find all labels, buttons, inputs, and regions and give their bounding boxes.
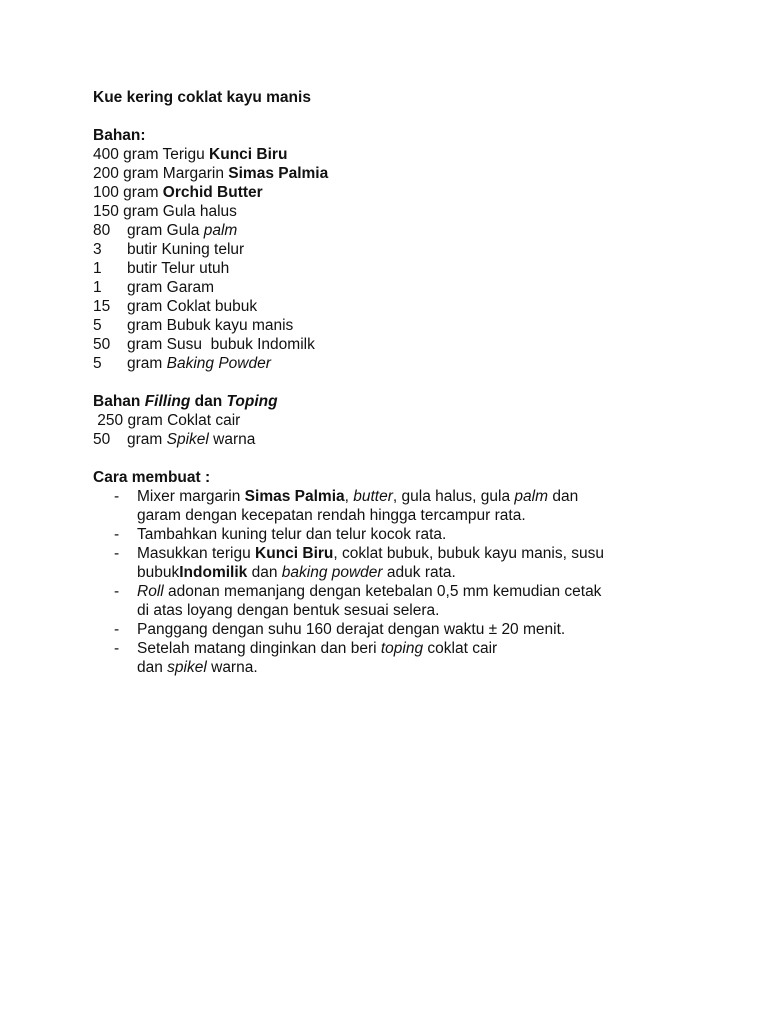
ingredient-item: 150 gram Gula halus (93, 203, 237, 220)
recipe-title: Kue kering coklat kayu manis (93, 89, 311, 106)
step-item: - Setelah matang dinginkan dan beri toping coklat cair dan spikel warna. (114, 640, 498, 676)
step-item: - Panggang dengan suhu 160 derajat dengan waktu ± 20 menit. (114, 621, 566, 638)
ingredient-item: 400 gram Terigu Kunci Biru (93, 146, 288, 163)
step-item: - Masukkan terigu Kunci Biru, coklat bubuk, bubuk kayu manis, susu bubukIndomilik dan baking powder aduk rata. (114, 545, 604, 581)
filling-heading: Bahan Filling dan Toping (93, 393, 278, 410)
cara-heading: Cara membuat : (93, 469, 211, 486)
step-item: - Tambahkan kuning telur dan telur kocok rata. (114, 526, 447, 543)
ingredient-item: 5 gram Baking Powder (93, 355, 271, 372)
filling-item: 250 gram Coklat cair (93, 412, 241, 429)
step-item: - Roll adonan memanjang dengan ketebalan 0,5 mm kemudian cetak di atas loyang dengan bentuk sesuai selera. (114, 583, 602, 619)
ingredient-item: 5 gram Bubuk kayu manis (93, 317, 294, 334)
ingredient-item: 1 gram Garam (93, 279, 215, 296)
filling-item: 50 gram Spikel warna (93, 431, 256, 448)
ingredient-item: 15 gram Coklat bubuk (93, 298, 258, 315)
bahan-heading: Bahan: (93, 127, 146, 144)
ingredient-list (93, 145, 713, 373)
ingredient-item: 50 gram Susu bubuk Indomilk (93, 336, 315, 353)
step-item: - Mixer margarin Simas Palmia, butter, gula halus, gula palm dan garam dengan kecepatan rendah hingga tercampur rata. (114, 488, 579, 524)
ingredient-item: 3 butir Kuning telur (93, 241, 245, 258)
ingredient-item: 200 gram Margarin Simas Palmia (93, 165, 329, 182)
steps-list (93, 487, 713, 677)
ingredient-item: 1 butir Telur utuh (93, 260, 230, 277)
ingredient-item: 100 gram Orchid Butter (93, 184, 263, 201)
ingredient-item: 80 gram Gula palm (93, 222, 238, 239)
document-content (93, 88, 713, 677)
